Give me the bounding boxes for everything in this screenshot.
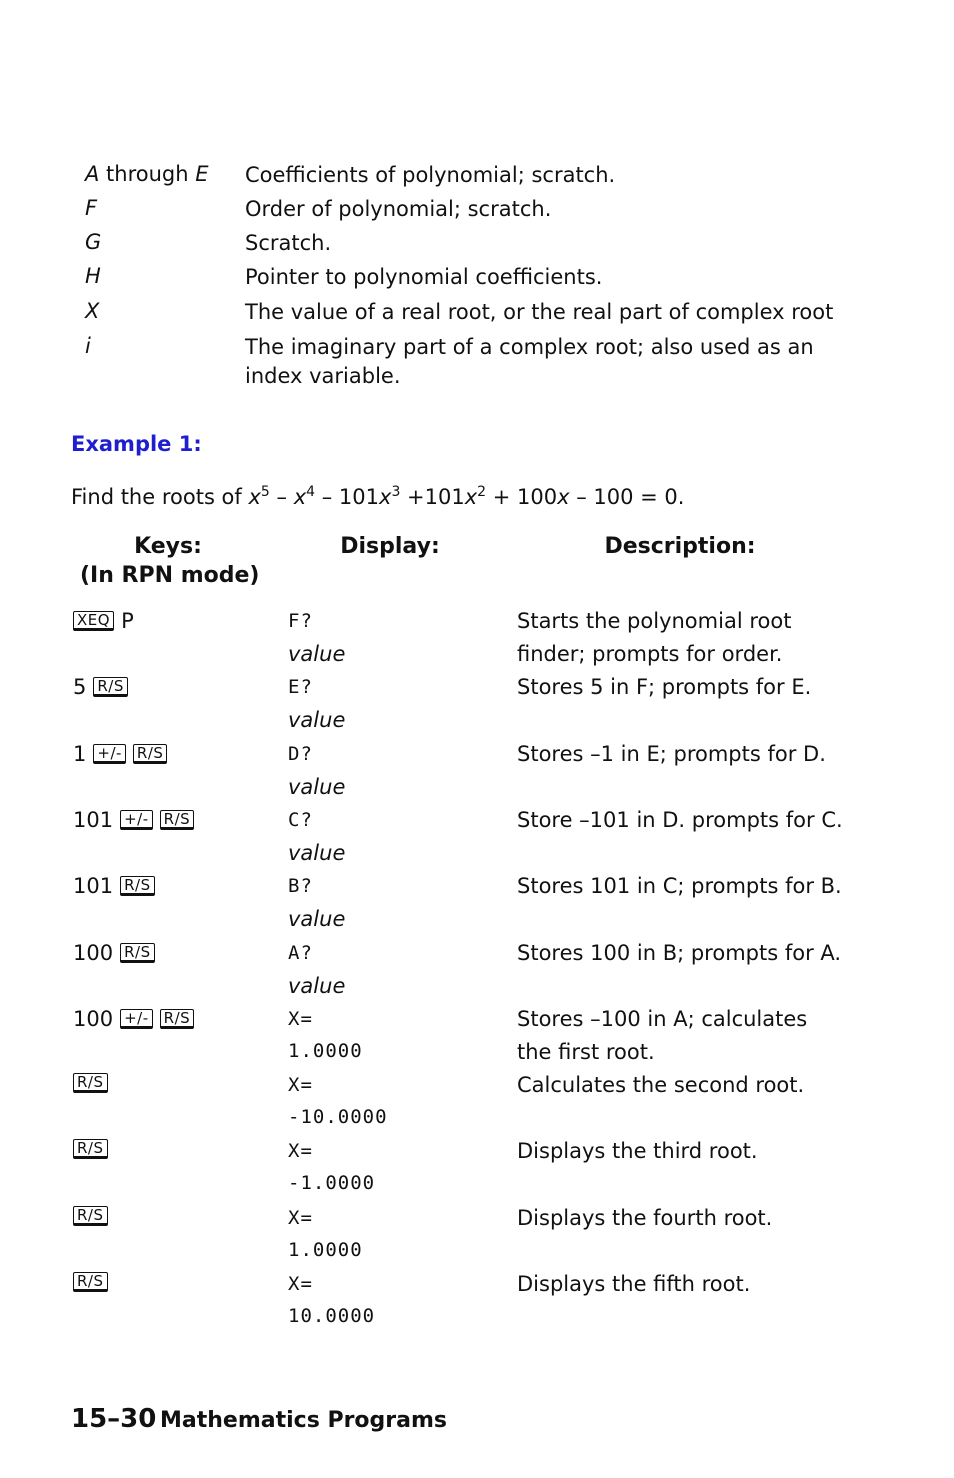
display-value: -1.0000	[288, 1172, 376, 1194]
display-value: value	[288, 907, 346, 931]
variable-name	[85, 162, 209, 186]
problem-exponent: 2	[477, 484, 487, 500]
calculator-key: R/S	[160, 1009, 195, 1029]
keys-cell	[73, 1272, 108, 1292]
display-value: -10.0000	[288, 1106, 388, 1128]
step-description: Store –101 in D. prompts for C.	[517, 808, 843, 832]
display-value: 10.0000	[288, 1305, 376, 1327]
keys-cell	[73, 1206, 108, 1226]
variable-symbol: E	[195, 162, 209, 186]
display-value: 1.0000	[288, 1239, 363, 1261]
step-description: Stores –100 in A; calculates the first root.	[517, 1007, 808, 1064]
problem-text: Find the roots of	[71, 485, 249, 509]
problem-exponent: 4	[306, 484, 316, 500]
display-prompt: D?	[288, 743, 313, 765]
key-number: 100	[73, 1007, 114, 1031]
problem-exponent: 5	[260, 484, 270, 500]
variable-description: Coefficients of polynomial; scratch.	[245, 163, 616, 187]
display-value: value	[288, 642, 346, 666]
problem-variable: x	[293, 485, 307, 509]
key-number: 5	[73, 675, 87, 699]
calculator-key: R/S	[73, 1073, 108, 1093]
problem-statement	[71, 484, 684, 509]
keys-cell	[73, 1007, 194, 1031]
section-title: Mathematics Programs	[160, 1408, 448, 1433]
display-prompt: C?	[288, 809, 313, 831]
step-description: Stores 101 in C; prompts for B.	[517, 874, 842, 898]
step-description: Displays the fifth root.	[517, 1272, 751, 1296]
display-value: value	[288, 974, 346, 998]
variable-name: X	[85, 299, 100, 323]
calculator-key: +/-	[120, 810, 153, 830]
display-prompt: X=	[288, 1008, 313, 1030]
calculator-key: R/S	[73, 1272, 108, 1292]
key-letter: P	[121, 609, 134, 633]
display-prompt: X=	[288, 1074, 313, 1096]
display-prompt: X=	[288, 1140, 313, 1162]
variable-description: Scratch.	[245, 231, 332, 255]
display-value: 1.0000	[288, 1040, 363, 1062]
calculator-key: +/-	[93, 744, 126, 764]
display-prompt: A?	[288, 942, 313, 964]
step-description: Stores 5 in F; prompts for E.	[517, 675, 812, 699]
calculator-key: R/S	[133, 744, 168, 764]
calculator-key: R/S	[120, 876, 155, 896]
step-description: Starts the polynomial root finder; prompts for order.	[517, 609, 792, 666]
step-description: Calculates the second root.	[517, 1073, 805, 1097]
step-description: Stores 100 in B; prompts for A.	[517, 941, 842, 965]
key-number: 101	[73, 874, 114, 898]
problem-exponent: 3	[391, 484, 401, 500]
display-prompt: B?	[288, 875, 313, 897]
variable-description: Order of polynomial; scratch.	[245, 197, 552, 221]
calculator-key: R/S	[73, 1206, 108, 1226]
display-prompt: E?	[288, 676, 313, 698]
problem-text: –	[269, 485, 294, 509]
variable-name: F	[85, 196, 98, 220]
variable-name: G	[85, 230, 102, 254]
keys-cell	[73, 941, 155, 965]
display-header: Display:	[340, 534, 440, 559]
keys-cell	[73, 808, 194, 832]
step-description: Displays the third root.	[517, 1139, 758, 1163]
calculator-key: +/-	[120, 1009, 153, 1029]
calculator-key: R/S	[120, 943, 155, 963]
variable-symbol: A	[85, 162, 100, 186]
key-number: 101	[73, 808, 114, 832]
calculator-key: XEQ	[73, 611, 114, 631]
description-header: Description:	[604, 534, 756, 559]
problem-variable: x	[464, 485, 478, 509]
display-value: value	[288, 708, 346, 732]
key-number: 1	[73, 742, 87, 766]
calculator-key: R/S	[73, 1139, 108, 1159]
display-prompt: F?	[288, 610, 313, 632]
problem-variable: x	[379, 485, 392, 509]
display-prompt: X=	[288, 1207, 313, 1229]
problem-variable: x	[557, 485, 570, 509]
calculator-key: R/S	[160, 810, 195, 830]
keys-header-label: Keys:	[134, 534, 202, 559]
problem-text: – 101	[315, 485, 379, 509]
display-prompt: X=	[288, 1273, 313, 1295]
key-number: 100	[73, 941, 114, 965]
keys-header	[80, 532, 260, 590]
variable-description: The value of a real root, or the real part of complex root	[245, 300, 834, 324]
variable-name: H	[85, 264, 101, 288]
keys-cell	[73, 874, 155, 898]
step-description: Displays the fourth root.	[517, 1206, 773, 1230]
variable-description: The imaginary part of a complex root; also used as an index variable.	[245, 335, 814, 388]
variable-description: Pointer to polynomial coefficients.	[245, 265, 603, 289]
example-title: Example 1:	[71, 432, 202, 456]
keys-header-sublabel: (In RPN mode)	[80, 563, 260, 588]
variable-name: i	[85, 334, 91, 358]
keys-cell	[73, 1139, 108, 1159]
problem-text: + 100	[486, 485, 558, 509]
keys-cell	[73, 675, 128, 699]
problem-text: – 100 = 0.	[569, 485, 685, 509]
keys-cell	[73, 1073, 108, 1093]
calculator-key: R/S	[93, 677, 128, 697]
problem-variable: x	[248, 485, 261, 509]
keys-cell	[73, 742, 167, 766]
problem-text: +101	[400, 485, 465, 509]
display-value: value	[288, 841, 346, 865]
keys-cell	[73, 609, 134, 633]
variable-connector: through	[99, 162, 196, 186]
page-number: 15–30	[71, 1404, 157, 1434]
step-description: Stores –1 in E; prompts for D.	[517, 742, 826, 766]
display-value: value	[288, 775, 346, 799]
